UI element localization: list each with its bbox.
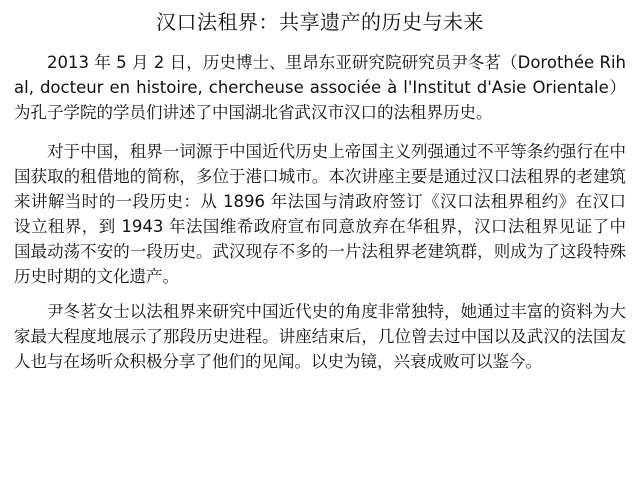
paragraph-lecture-intro: 2013 年 5 月 2 日，历史博士、里昂东亚研究院研究员尹冬茗（Dorothée Rihal, docteur en histoire, chercheuse associée à l'Institut d'Asie Orientale）为孔子学院的学员们讲述了中国湖北省武汉市汉口的法租界历史。 xyxy=(14,53,626,122)
paragraph-lecture-summary: 尹冬茗女士以法租界来研究中国近代史的角度非常独特，她通过丰富的资料为大家最大程度地展示了那段历史进程。讲座结束后，几位曾去过中国以及武汉的法国友人也与在场听众积极分享了他们的见闻。以史为镜，兴衰成败可以鉴今。 xyxy=(14,302,626,371)
document-title: 汉口法租界：共享遗产的历史与未来 xyxy=(156,10,484,34)
paragraph-concession-history: 对于中国，租界一词源于中国近代历史上帝国主义列强通过不平等条约强行在中国获取的租借地的简称，多位于港口城市。本次讲座主要是通过汉口法租界的老建筑来讲解当时的一段历史：从 1896 年法国与清政府签订《汉口法租界租约》在汉口设立租界，到 1943 年法国维希政府宣布同意放弃在华租界，汉口法租界见证了中国最动荡不安的一段历史。武汉现存不多的一片法租界老建筑群，则成为了这段特殊历史时期的文化遗产。 xyxy=(14,142,626,286)
